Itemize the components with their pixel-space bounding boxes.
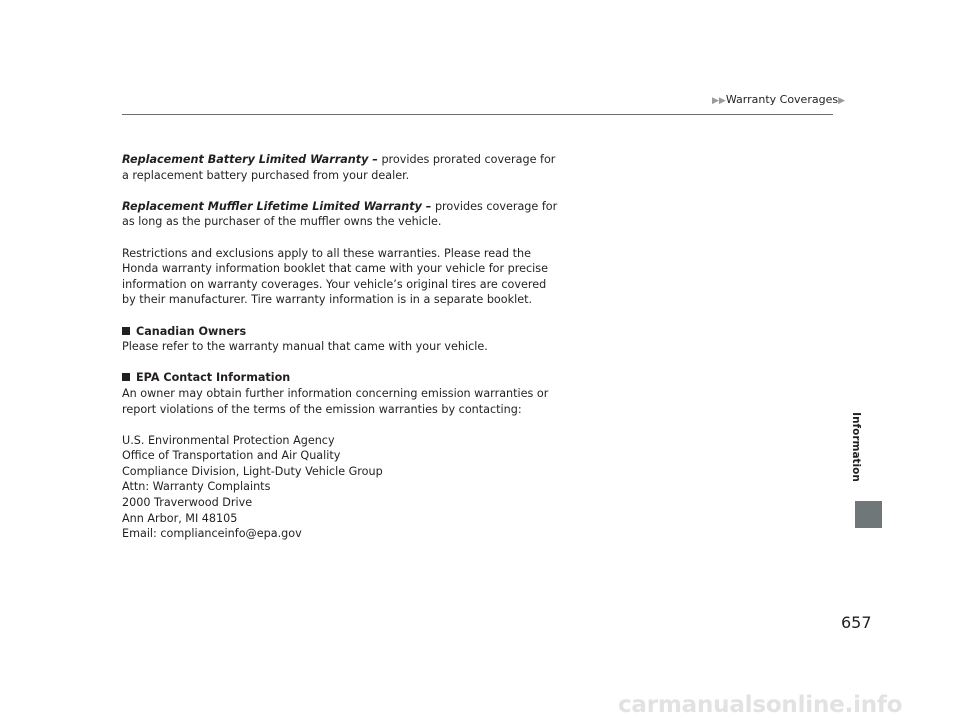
section-tab-label: Information (850, 412, 862, 482)
address-line: 2000 Traverwood Drive (122, 496, 253, 510)
canadian-owners-text: Please refer to the warranty manual that came with your vehicle. (122, 340, 488, 354)
section-tab (855, 501, 882, 528)
double-arrow-icon: ▶▶ (712, 96, 726, 106)
canadian-owners-heading: Canadian Owners (122, 324, 562, 340)
breadcrumb (712, 93, 845, 106)
square-bullet-icon (122, 373, 130, 381)
page-number: 657 (841, 613, 872, 632)
address-line: U.S. Environmental Protection Agency (122, 433, 335, 447)
battery-title: Replacement Battery Limited Warranty – (122, 153, 378, 166)
muffler-text: provides coverage for as long as the purchaser of the muffler owns the vehicle. (122, 199, 558, 229)
address-line: Compliance Division, Light-Duty Vehicle Group (122, 464, 383, 478)
arrow-icon: ▶ (838, 96, 845, 106)
watermark-logo: carmanualsonline.info (618, 692, 903, 718)
page-content (122, 152, 562, 557)
muffler-title: Replacement Muffler Lifetime Limited Warranty – (122, 199, 432, 213)
epa-contact-heading: EPA Contact Information (122, 370, 562, 386)
address-line: Email: complianceinfo@epa.gov (122, 527, 302, 541)
muffler-paragraph (122, 199, 562, 230)
square-bullet-icon (122, 327, 130, 335)
breadcrumb-label: Warranty Coverages (725, 93, 839, 106)
epa-contact-text: An owner may obtain further information concerning emission warranties or report violations of the terms of the emission warranties by contacting: (122, 386, 549, 416)
header-rule (122, 114, 833, 115)
address-line: Office of Transportation and Air Quality (122, 449, 341, 463)
epa-address (122, 433, 562, 542)
address-line: Attn: Warranty Complaints (122, 480, 271, 494)
battery-paragraph (122, 152, 562, 183)
battery-text: provides prorated coverage for a replacement battery purchased from your dealer. (122, 153, 556, 182)
restrictions-paragraph: Restrictions and exclusions apply to all these warranties. Please read the Honda warranty information booklet that came with your vehicle for precise information on warranty coverages. Your vehicle’s original tires are covered by their manufacturer. Tire warranty information is in a separate booklet. (122, 246, 548, 307)
address-line: Ann Arbor, MI 48105 (122, 511, 238, 525)
